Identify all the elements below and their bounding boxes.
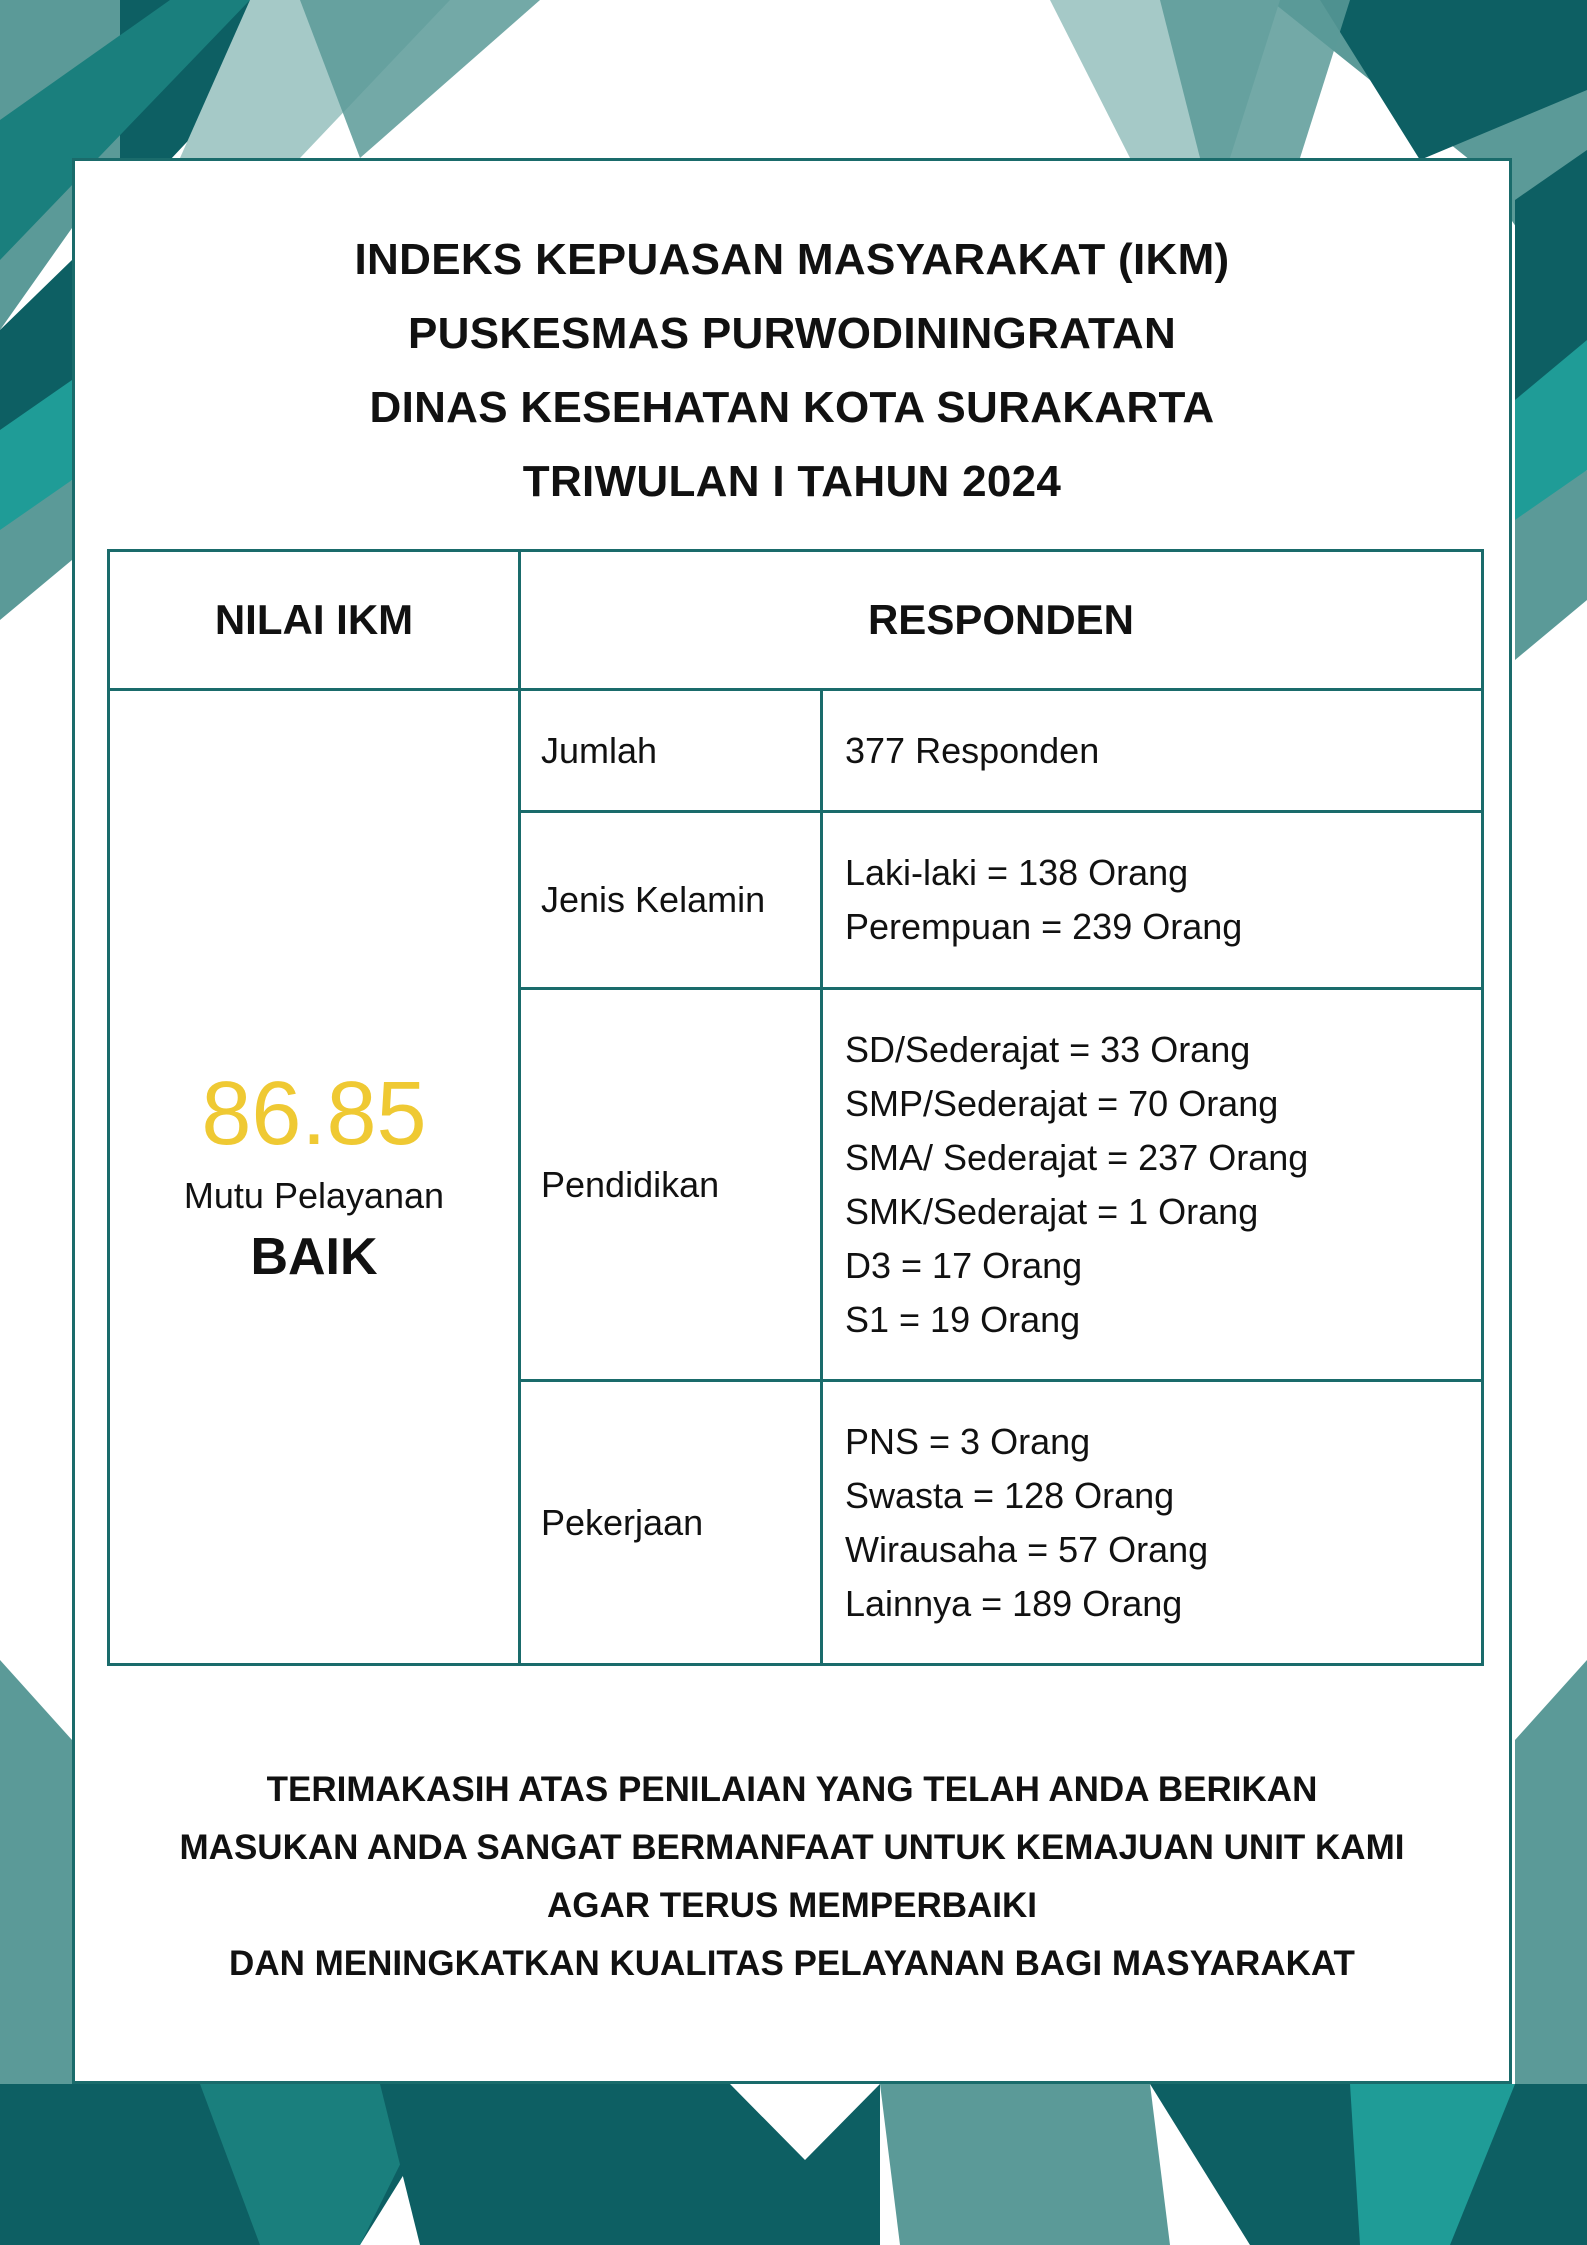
title-line: TRIWULAN I TAHUN 2024	[522, 457, 1062, 506]
table-row	[109, 690, 1483, 812]
header-responden: RESPONDEN	[520, 551, 1483, 690]
title-block	[75, 223, 1509, 519]
value-line: Wirausaha = 57 Orang	[845, 1528, 1209, 1570]
header-nilai-ikm: NILAI IKM	[109, 551, 520, 690]
value-line: PNS = 3 Orang	[845, 1420, 1091, 1462]
value-line: 377 Responden	[845, 729, 1100, 771]
value-cell	[822, 690, 1483, 812]
value-line: SMA/ Sederajat = 237 Orang	[845, 1136, 1309, 1178]
category-cell: Pendidikan	[520, 989, 822, 1381]
value-line: SMP/Sederajat = 70 Orang	[845, 1082, 1279, 1124]
category-cell: Pekerjaan	[520, 1381, 822, 1665]
value-line: Lainnya = 189 Orang	[845, 1582, 1183, 1624]
title-line: INDEKS KEPUASAN MASYARAKAT (IKM)	[354, 235, 1230, 284]
footer-line: MASUKAN ANDA SANGAT BERMANFAAT UNTUK KEMAJUAN UNIT KAMI	[179, 1828, 1405, 1867]
value-cell	[822, 1381, 1483, 1665]
value-line: Laki-laki = 138 Orang	[845, 852, 1189, 893]
title-line: DINAS KESEHATAN KOTA SURAKARTA	[369, 383, 1215, 432]
ikm-card	[72, 158, 1512, 2084]
title-line: PUSKESMAS PURWODININGRATAN	[407, 309, 1177, 358]
value-line: SD/Sederajat = 33 Orang	[845, 1028, 1251, 1070]
footer-line: DAN MENINGKATKAN KUALITAS PELAYANAN BAGI MASYARAKAT	[229, 1944, 1355, 1983]
value-line: D3 = 17 Orang	[845, 1244, 1083, 1286]
value-cell	[822, 989, 1483, 1381]
score-label: Mutu Pelayanan	[183, 1175, 445, 1217]
value-line: Perempuan = 239 Orang	[845, 906, 1243, 947]
footer-message	[75, 1761, 1509, 1993]
score-cell	[109, 690, 520, 1665]
footer-line: TERIMAKASIH ATAS PENILAIAN YANG TELAH ANDA BERIKAN	[266, 1770, 1318, 1809]
value-line: SMK/Sederajat = 1 Orang	[845, 1190, 1259, 1232]
table-header-row	[109, 551, 1483, 690]
category-cell: Jumlah	[520, 690, 822, 812]
value-line: Swasta = 128 Orang	[845, 1474, 1175, 1516]
value-cell	[822, 812, 1483, 989]
value-line: S1 = 19 Orang	[845, 1298, 1081, 1340]
footer-line: AGAR TERUS MEMPERBAIKI	[546, 1886, 1038, 1925]
score-rating: BAIK	[250, 1228, 378, 1287]
ikm-table	[107, 549, 1484, 1666]
category-cell: Jenis Kelamin	[520, 812, 822, 989]
ikm-score-value: 86.85	[201, 1063, 427, 1164]
